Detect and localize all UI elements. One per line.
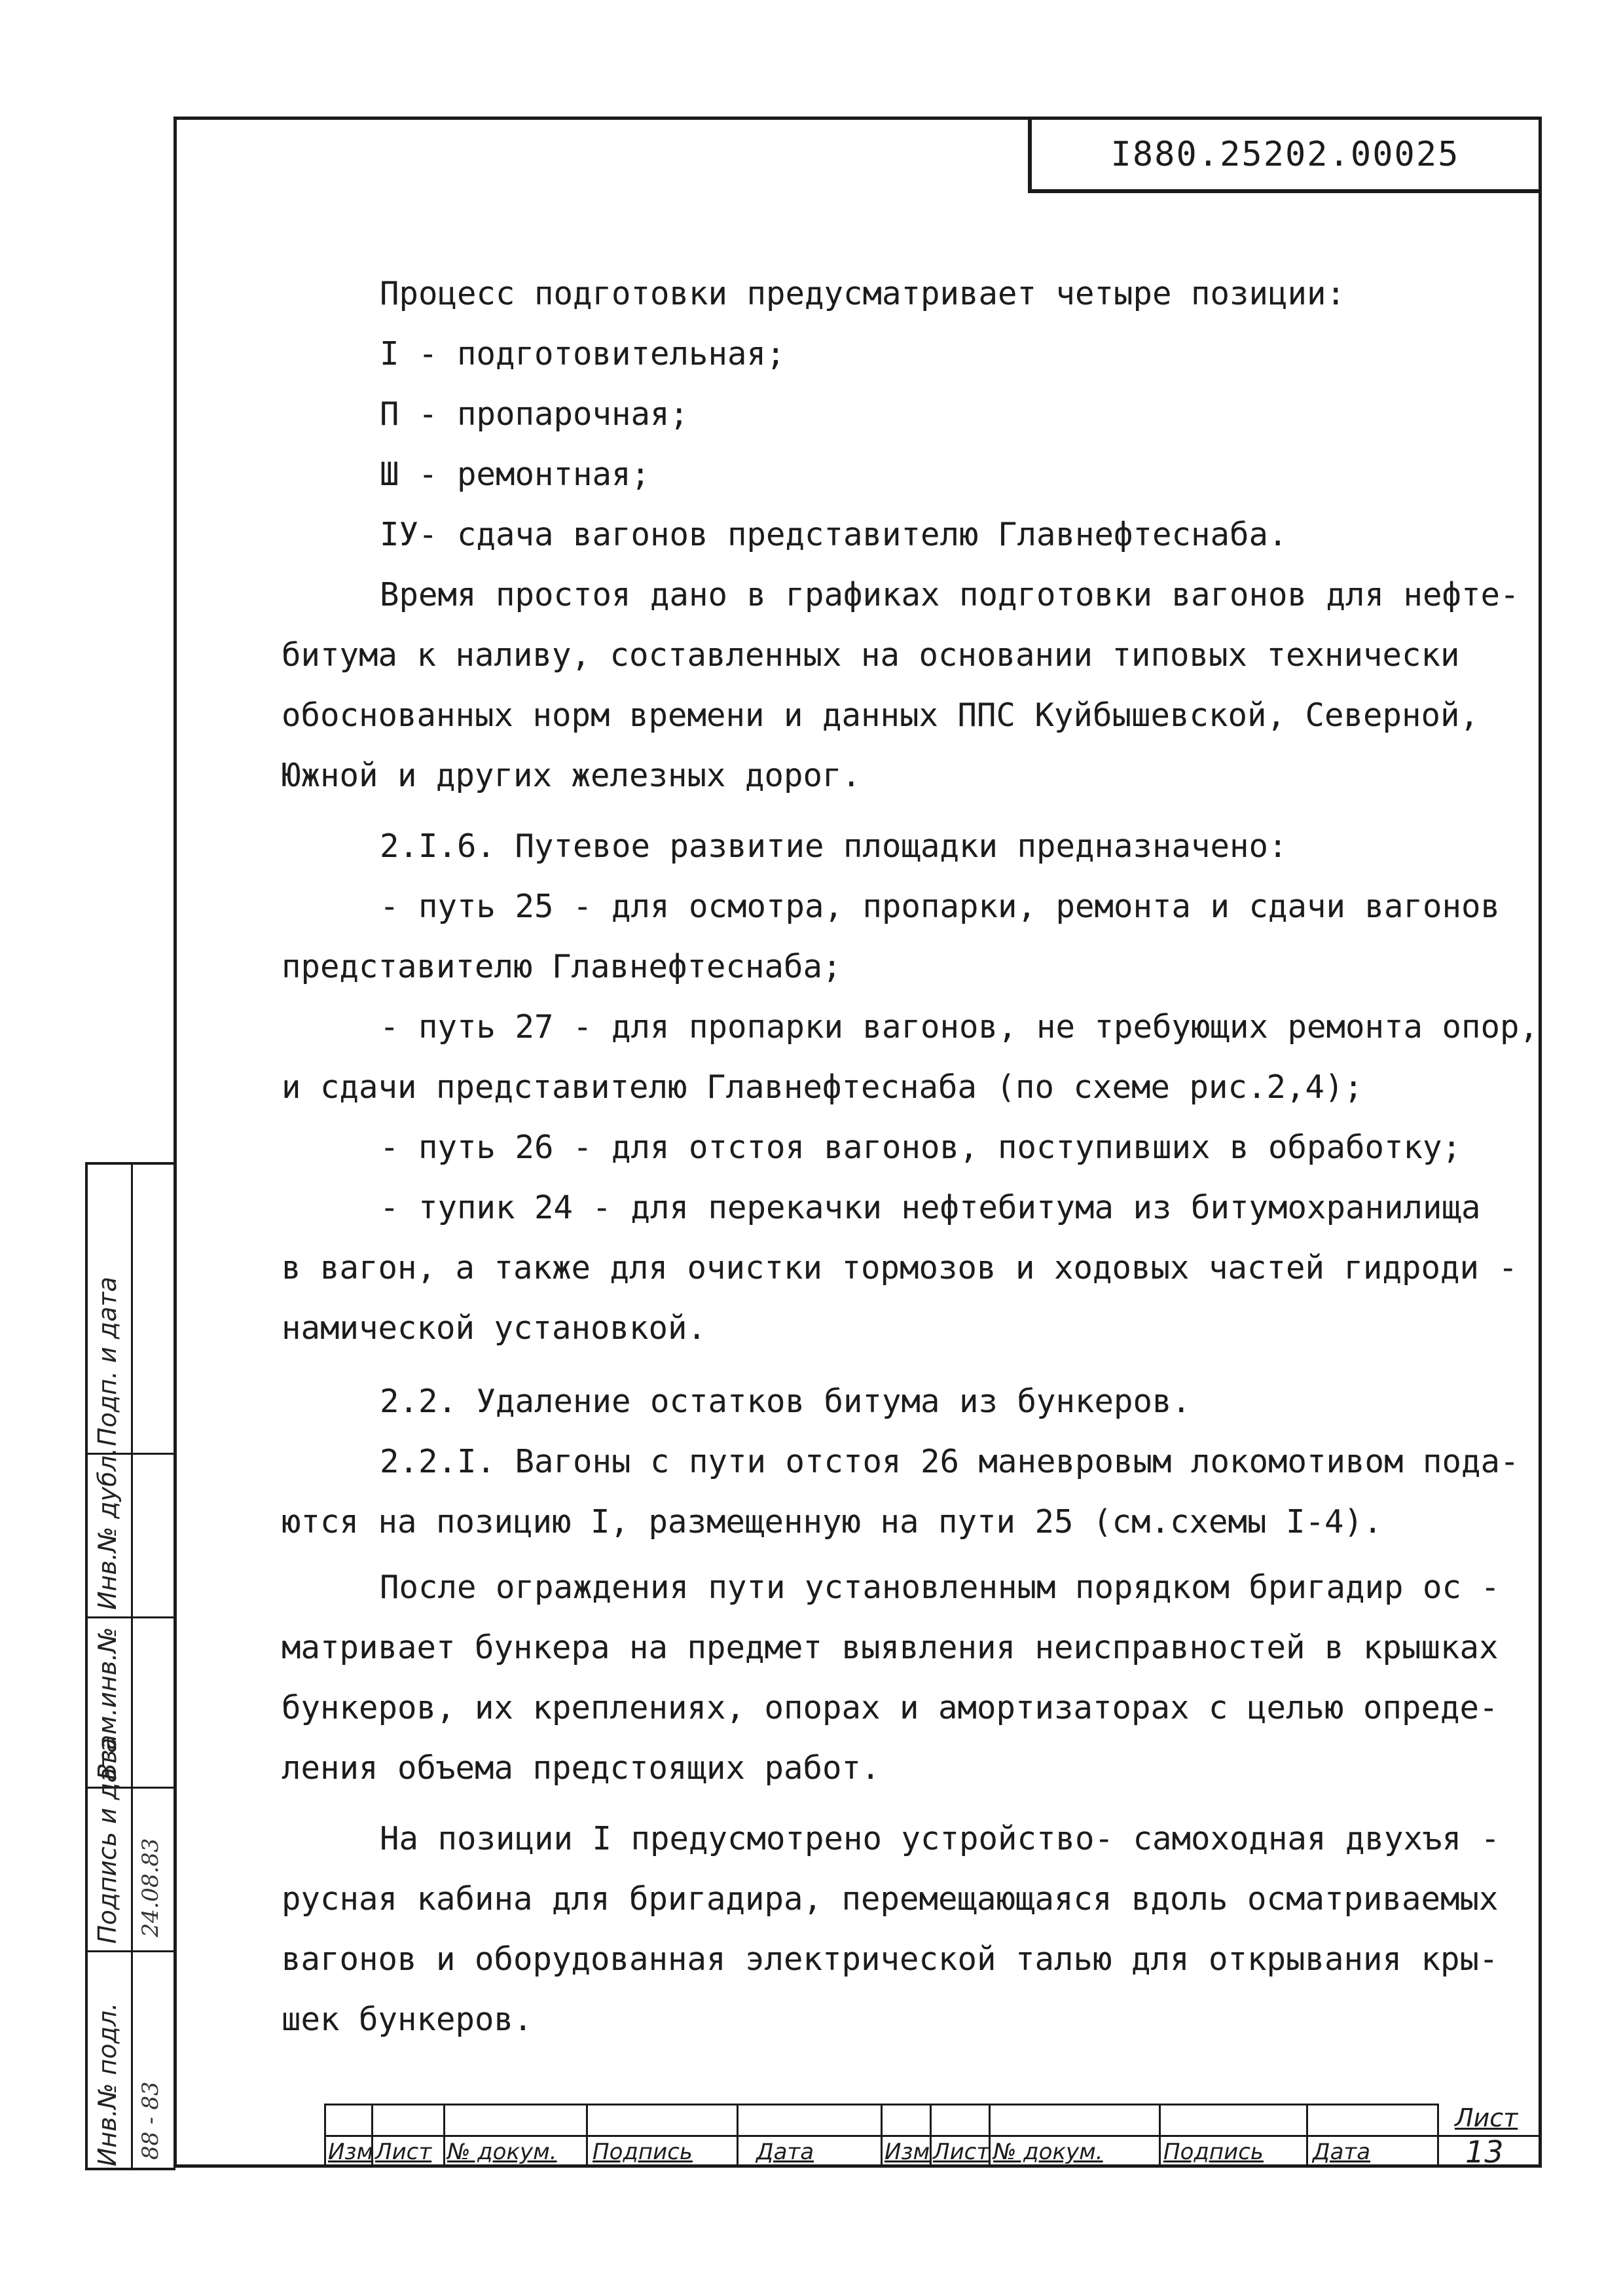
- text-line: I - подготовительная;: [380, 335, 786, 373]
- text-line: и сдачи представителю Главнефтеснаба (по схеме рис.2,4);: [282, 1068, 1364, 1106]
- text-line: ются на позицию I, размещенную на пути 25 (см.схемы I-4).: [282, 1503, 1383, 1540]
- text-line: Ш - ремонтная;: [380, 456, 651, 493]
- text-line: П - пропарочная;: [380, 395, 689, 433]
- text-line: - путь 25 - для осмотра, пропарки, ремонта и сдачи вагонов: [380, 888, 1501, 925]
- text-line: шек бункеров.: [282, 2001, 533, 2038]
- tb-label-list-2: Лист: [933, 2139, 990, 2165]
- tb-label-list: Лист: [375, 2139, 432, 2165]
- handwritten-date: 24.08.83: [137, 1838, 164, 1937]
- text-line: бункеров, их креплениях, опорах и амортизаторах с целью опреде-: [282, 1689, 1499, 1726]
- text-line: Южной и других железных дорог.: [282, 757, 862, 794]
- text-line: вагонов и оборудованная электрической талью для открывания кры-: [282, 1941, 1499, 1978]
- handwritten-inv-number: 88 - 83: [137, 2081, 164, 2160]
- text-line: IУ- сдача вагонов представителю Главнефтеснаба.: [380, 516, 1288, 553]
- title-block: [324, 2104, 1542, 2168]
- text-line: Процесс подготовки предусматривает четыре позиции:: [380, 275, 1346, 312]
- text-line: 2.2. Удаление остатков битума из бункеров.: [380, 1383, 1192, 1420]
- text-line: ления объема предстоящих работ.: [282, 1749, 881, 1787]
- tb-label-doc: № докум.: [447, 2139, 557, 2165]
- text-line: представителю Главнефтеснаба;: [282, 948, 842, 985]
- stamp-label-podp-data: Подп. и дата: [93, 1277, 122, 1446]
- tb-label-izm: Изм: [328, 2139, 374, 2165]
- text-line: - путь 27 - для пропарки вагонов, не требующих ремонта опор,: [380, 1008, 1539, 1046]
- sheet-number: 13: [1465, 2134, 1504, 2170]
- text-line: На позиции I предусмотрено устройство- самоходная двухъя -: [380, 1820, 1501, 1857]
- text-line: 2.2.I. Вагоны с пути отстоя 26 маневровым локомотивом пода-: [380, 1443, 1520, 1480]
- tb-label-sign: Подпись: [593, 2139, 693, 2165]
- text-line: После ограждения пути установленным порядком бригадир ос -: [380, 1569, 1501, 1606]
- stamp-label-signature-date: Подпись и дата: [93, 1738, 122, 1944]
- text-line: намической установкой.: [282, 1309, 707, 1347]
- text-line: - путь 26 - для отстоя вагонов, поступивших в обработку;: [380, 1129, 1462, 1166]
- tb-label-izm-2: Изм: [884, 2139, 930, 2165]
- stamp-label-inv-dubl: Инв.№ дубл.: [93, 1448, 122, 1610]
- text-line: Время простоя дано в графиках подготовки вагонов для нефте-: [380, 576, 1520, 613]
- text-line: - тупик 24 - для перекачки нефтебитума из битумохранилища: [380, 1189, 1481, 1226]
- text-line: матривает бункера на предмет выявления неисправностей в крышках: [282, 1629, 1499, 1666]
- text-line: обоснованных норм времени и данных ППС Куйбышевской, Северной,: [282, 697, 1480, 734]
- text-line: русная кабина для бригадира, перемещающаяся вдоль осматриваемых: [282, 1880, 1499, 1918]
- text-line: 2.I.6. Путевое развитие площадки предназначено:: [380, 828, 1288, 865]
- text-line: в вагон, а также для очистки тормозов и ходовых частей гидроди -: [282, 1249, 1518, 1286]
- tb-label-sign-2: Подпись: [1163, 2139, 1264, 2165]
- stamp-label-inv-podl: Инв.№ подл.: [93, 2002, 122, 2166]
- side-stamp: [85, 1162, 175, 2170]
- tb-label-date-2: Дата: [1313, 2139, 1371, 2165]
- text-line: битума к наливу, составленных на основании типовых технически: [282, 636, 1460, 674]
- document-code: I880.25202.00025: [1110, 135, 1460, 174]
- sheet-label: Лист: [1455, 2104, 1518, 2132]
- tb-label-date: Дата: [756, 2139, 814, 2165]
- document-code-box: [1028, 120, 1539, 193]
- tb-label-doc-2: № докум.: [993, 2139, 1103, 2165]
- stamp-label-vzam-inv: Взам.инв.№: [93, 1627, 122, 1780]
